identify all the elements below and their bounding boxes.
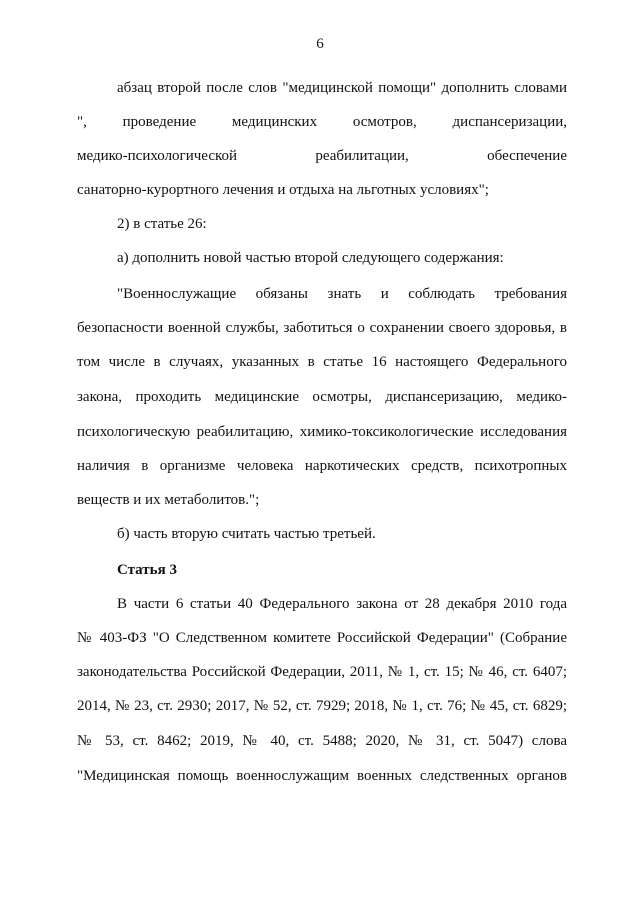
text-line: № 53, ст. 8462; 2019, № 40, ст. 5488; 2020, № 31, ст. 5047) слова — [77, 733, 567, 749]
text-line: веществ и их метаболитов."; — [77, 492, 260, 508]
text-line: а) дополнить новой частью второй следующего содержания: — [117, 250, 504, 266]
text-line: № 403-ФЗ "О Следственном комитете Российской Федерации" (Собрание — [77, 630, 567, 646]
text-line: санаторно-курортного лечения и отдыха на льготных условиях"; — [77, 182, 489, 198]
text-line: "Медицинская помощь военнослужащим военных следственных органов — [77, 768, 567, 784]
text-line: безопасности военной службы, заботиться о сохранении своего здоровья, в — [77, 320, 567, 336]
text-line: "Военнослужащие обязаны знать и соблюдать требования — [117, 286, 567, 302]
text-line: психологическую реабилитацию, химико-токсикологические исследования — [77, 424, 567, 440]
text-line: закона, проходить медицинские осмотры, диспансеризацию, медико- — [77, 389, 567, 405]
text-line: 2014, № 23, ст. 2930; 2017, № 52, ст. 7929; 2018, № 1, ст. 76; № 45, ст. 6829; — [77, 698, 567, 714]
text-line: абзац второй после слов "медицинской помощи" дополнить словами — [117, 80, 567, 96]
text-line: 2) в статье 26: — [117, 216, 207, 232]
article-heading: Статья 3 — [117, 562, 177, 578]
text-line: наличия в организме человека наркотических средств, психотропных — [77, 458, 567, 474]
text-line: медико-психологической реабилитации, обеспечение — [77, 148, 567, 164]
text-line: б) часть вторую считать частью третьей. — [117, 526, 376, 542]
page-number: 6 — [316, 36, 324, 52]
text-line: том числе в случаях, указанных в статье 16 настоящего Федерального — [77, 354, 567, 370]
text-line: ", проведение медицинских осмотров, диспансеризации, — [77, 114, 567, 130]
text-line: законодательства Российской Федерации, 2011, № 1, ст. 15; № 46, ст. 6407; — [77, 664, 567, 680]
text-line: В части 6 статьи 40 Федерального закона от 28 декабря 2010 года — [117, 596, 567, 612]
